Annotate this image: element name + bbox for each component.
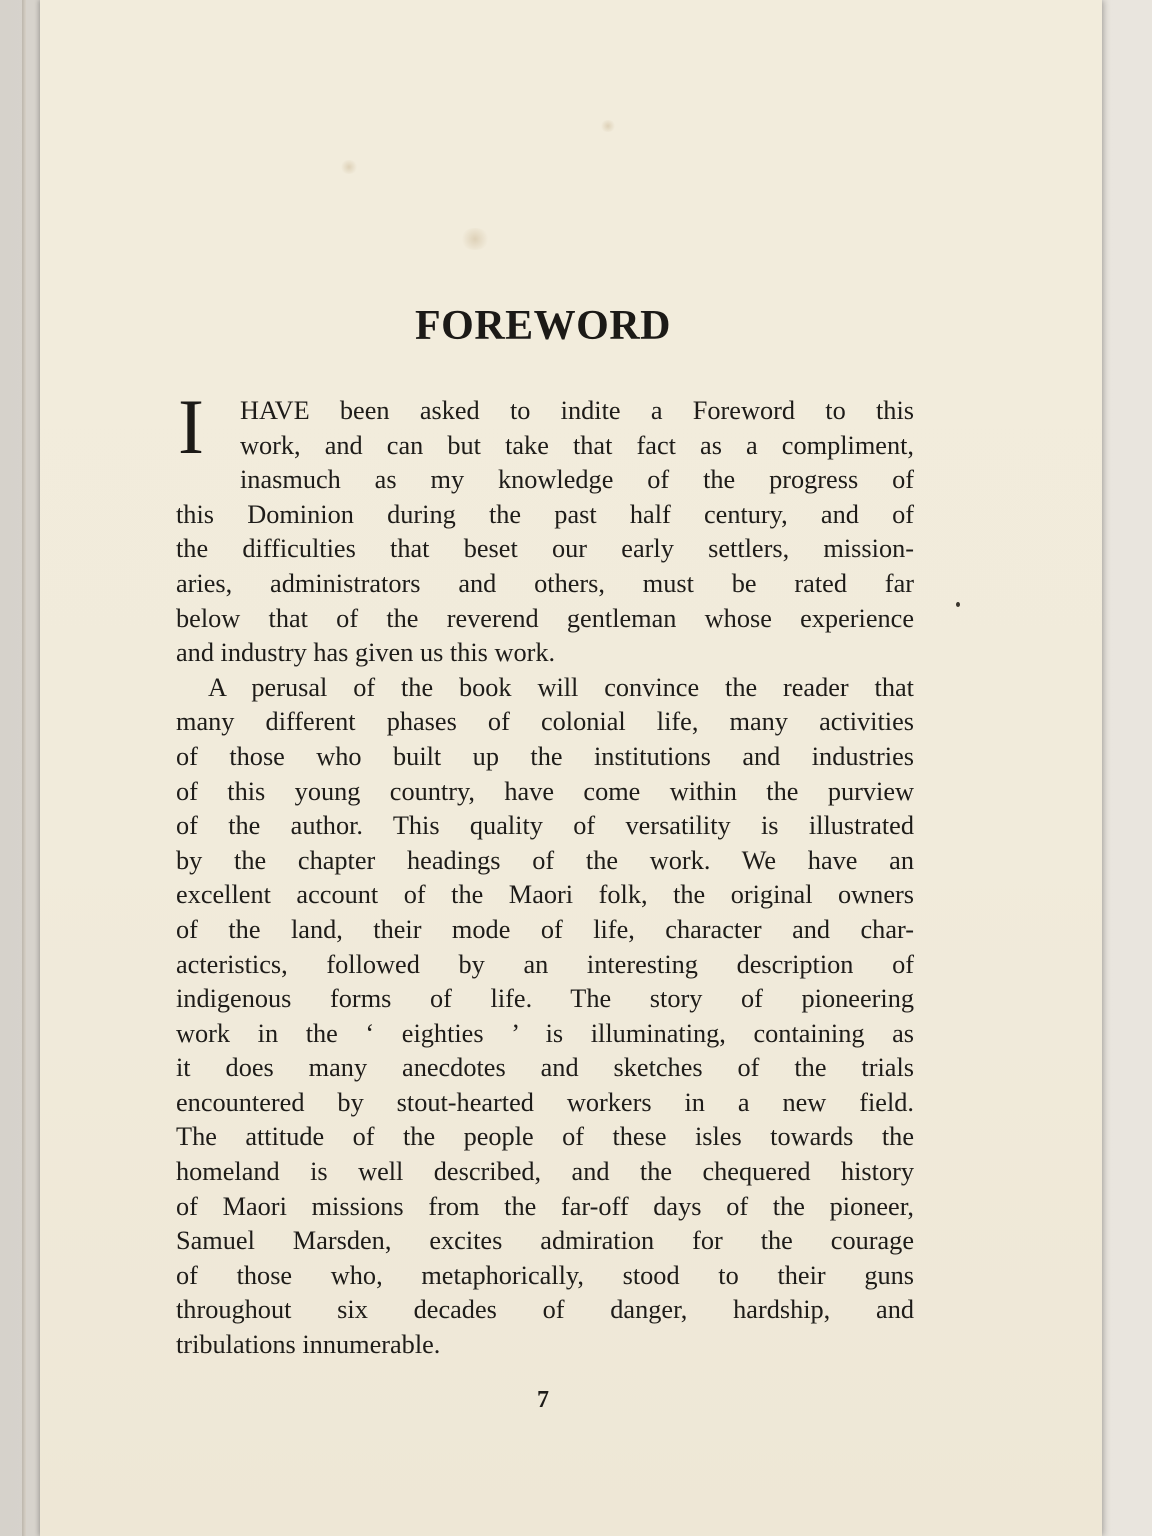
text-line: inasmuch as my knowledge of the progress of xyxy=(240,465,914,495)
text-line: encountered by stout-hearted workers in a new field. xyxy=(176,1087,914,1117)
text-line: of those who, metaphorically, stood to their guns xyxy=(176,1260,914,1290)
text-line: work, and can but take that fact as a compliment, xyxy=(240,430,914,460)
text-line: Samuel Marsden, excites admiration for the courage xyxy=(176,1226,914,1256)
text-line: indigenous forms of life. The story of pioneering xyxy=(176,984,914,1014)
text-line: and industry has given us this work. xyxy=(176,638,556,668)
text-line: by the chapter headings of the work. We have an xyxy=(176,845,914,875)
text-line: throughout six decades of danger, hardship, and xyxy=(176,1295,914,1325)
text-line: acteristics, followed by an interesting description of xyxy=(176,949,914,979)
foreword-body xyxy=(176,383,914,1363)
text-line: work in the ‘ eighties ’ is illuminating, containing as xyxy=(176,1018,914,1048)
text-line: the difficulties that beset our early settlers, mission- xyxy=(176,534,914,564)
previous-page-edge xyxy=(22,0,26,1536)
text-line: The attitude of the people of these isles towards the xyxy=(176,1122,914,1152)
paper-stain xyxy=(460,228,490,250)
text-line: many different phases of colonial life, many activities xyxy=(176,707,914,737)
text-line: of Maori missions from the far-off days of the pioneer, xyxy=(176,1191,914,1221)
paper-stain xyxy=(600,120,616,132)
page-number: 7 xyxy=(537,1387,549,1413)
text-line: A perusal of the book will convince the reader that xyxy=(208,672,914,702)
page-title: FOREWORD xyxy=(415,303,671,349)
text-line: of those who built up the institutions and industries xyxy=(176,741,914,771)
text-line: of the land, their mode of life, character and char- xyxy=(176,914,914,944)
text-line: homeland is well described, and the chequered history xyxy=(176,1157,914,1187)
text-line: of the author. This quality of versatility is illustrated xyxy=(176,811,914,841)
text-line: aries, administrators and others, must be rated far xyxy=(176,568,914,598)
text-line: HAVE been asked to indite a Foreword to this xyxy=(240,396,914,425)
ink-speck xyxy=(956,602,960,607)
text-line: below that of the reverend gentleman whose experience xyxy=(176,603,914,633)
text-line: it does many anecdotes and sketches of the trials xyxy=(176,1053,914,1083)
text-line: tribulations innumerable. xyxy=(176,1330,441,1360)
text-line: excellent account of the Maori folk, the original owners xyxy=(176,880,914,910)
paper-stain xyxy=(340,160,358,174)
text-line: of this young country, have come within the purview xyxy=(176,776,914,806)
text-line: this Dominion during the past half century, and of xyxy=(176,499,914,529)
paragraph xyxy=(176,671,914,1363)
drop-cap: I xyxy=(178,383,204,470)
paragraph xyxy=(176,383,914,671)
